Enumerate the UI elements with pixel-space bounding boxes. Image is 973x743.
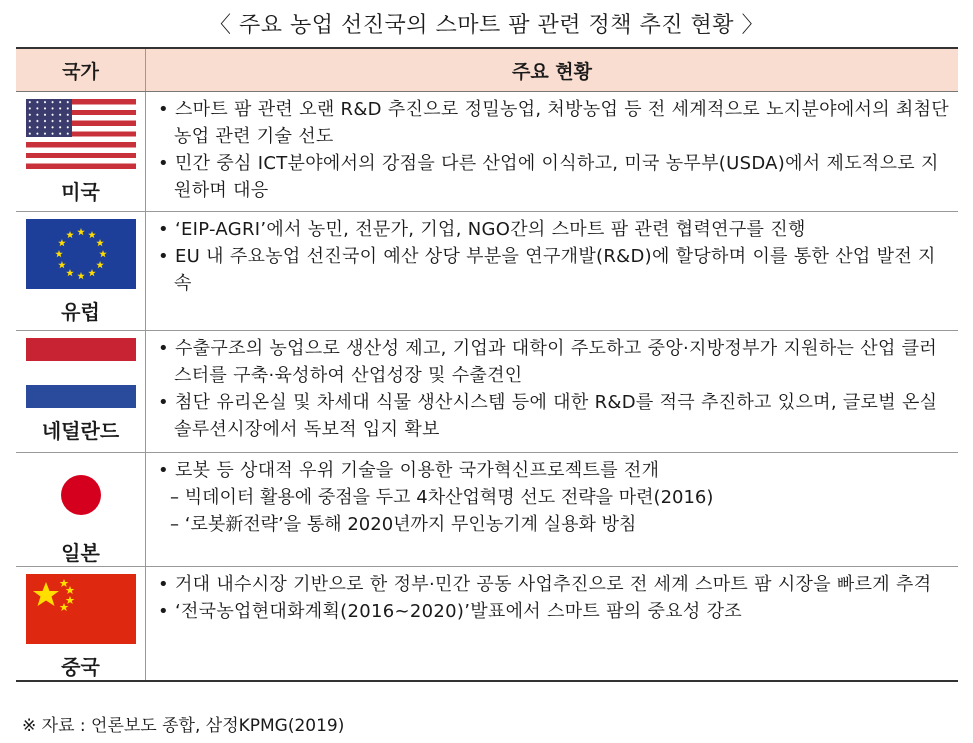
status-cell [146,212,959,331]
bullet-item: • 민간 중심 ICT분야에서의 강점을 다른 산업에 이식하고, 미국 농무부(USDA)에서 제도적으로 지원하며 대응 [158,153,939,201]
bullet-item: • 로봇 등 상대적 우위 기술을 이용한 국가혁신프로젝트를 전개 [158,460,660,481]
bullet-mark: • [158,601,175,622]
bullet-mark: • [158,219,175,240]
eu-star-icon [66,269,74,276]
country-cell [16,92,146,212]
dash-mark: – [170,514,185,535]
status-cell [146,453,959,567]
status-cell [146,331,959,453]
country-name: 중국 [61,655,100,679]
country-cell [16,212,146,331]
eu-star-icon [88,231,96,238]
country-cell [16,331,146,453]
bullet-item: • 수출구조의 농업으로 생산성 제고, 기업과 대학이 주도하고 중앙·지방정부가 지원하는 산업 클러스터를 구축·육성하여 산업성장 및 수출견인 [158,338,938,386]
netherlands-flag-icon [26,338,136,408]
bullet-mark: • [158,153,175,174]
table-row [16,92,958,212]
bullet-mark: • [158,574,175,595]
country-cell [16,453,146,567]
bullet-mark: • [158,246,175,267]
eu-star-icon [55,250,63,257]
bullet-mark: • [158,99,175,120]
country-name: 네덜란드 [41,419,120,443]
policy-table [16,47,958,682]
eu-star-icon [88,269,96,276]
bullet-item: • 거대 내수시장 기반으로 한 정부·민간 공동 사업추진으로 전 세계 스마트 팜 시장을 빠르게 추격 [158,574,932,595]
country-cell [16,567,146,682]
table-row [16,212,958,331]
china-flag-icon [26,574,136,644]
table-row [16,331,958,453]
eu-star-icon [66,231,74,238]
bullet-mark: • [158,460,175,481]
us-flag-icon [26,99,136,169]
eu-star-icon [96,239,104,246]
eu-star-icon [96,261,104,268]
bullet-mark: • [158,392,175,413]
sub-item: – ‘로봇新전략’을 통해 2020년까지 무인농기계 실용화 방침 [170,514,637,535]
eu-star-icon [58,261,66,268]
header-country: 국가 [16,48,146,92]
bullet-item: • ‘EIP-AGRI’에서 농민, 전문가, 기업, NGO간의 스마트 팜 관련 협력연구를 진행 [158,219,806,240]
country-name: 유럽 [61,300,100,324]
japan-flag-icon [26,460,136,530]
header-status: 주요 현황 [146,48,959,92]
status-cell [146,92,959,212]
eu-star-icon [58,239,66,246]
sub-item: – 빅데이터 활용에 중점을 두고 4차산업혁명 선도 전략을 마련(2016) [170,487,714,508]
bullet-item: • ‘전국농업현대화계획(2016~2020)’발표에서 스마트 팜의 중요성 강조 [158,601,742,622]
dash-mark: – [170,487,185,508]
source-note: ※ 자료 : 언론보도 종합, 삼정KPMG(2019) [22,716,345,736]
bullet-item: • 첨단 유리온실 및 차세대 식물 생산시스템 등에 대한 R&D를 적극 추진하고 있으며, 글로벌 온실 솔루션시장에서 독보적 입지 확보 [158,392,938,440]
eu-star-icon [77,272,85,279]
country-name: 일본 [61,541,100,565]
header-row [16,48,958,92]
table-title: 〈 주요 농업 선진국의 스마트 팜 관련 정책 추진 현황 〉 [209,13,764,38]
table-row [16,453,958,567]
bullet-item: • 스마트 팜 관련 오랜 R&D 추진으로 정밀농업, 처방농업 등 전 세계적으로 노지분야에서의 최첨단 농업 관련 기술 선도 [158,99,949,147]
eu-flag-icon [26,219,136,289]
table-row [16,567,958,682]
eu-star-icon [77,228,85,235]
bullet-item: • EU 내 주요농업 선진국이 예산 상당 부분을 연구개발(R&D)에 할당하며 이를 통한 산업 발전 지속 [158,246,936,294]
country-name: 미국 [61,180,100,204]
status-cell [146,567,959,682]
bullet-mark: • [158,338,175,359]
eu-star-icon [99,250,107,257]
